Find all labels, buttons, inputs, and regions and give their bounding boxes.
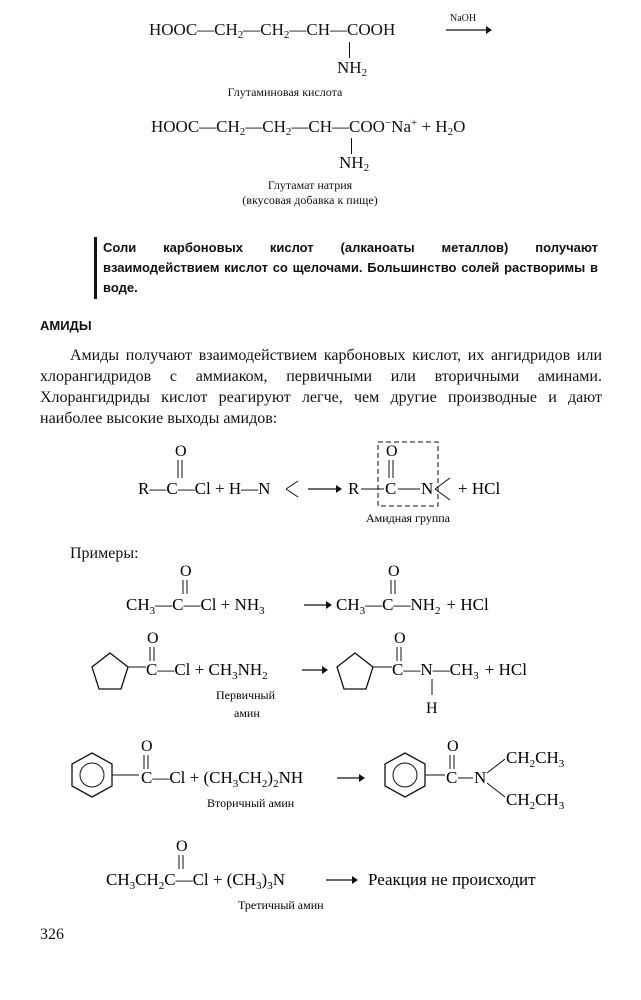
- subscript: 2: [239, 126, 246, 138]
- amide-group-caption: Амидная группа: [366, 511, 450, 525]
- cyclopentane-ring: [92, 653, 128, 689]
- highlight-bar: [94, 237, 97, 299]
- highlight-text: Соли карбоновых кислот (алканоаты металлов) получают взаимодействием кислот со щелочами. Большинство солей растворимы в воде.: [103, 240, 598, 295]
- product-r: R: [348, 479, 360, 498]
- subscript: 2: [447, 126, 454, 138]
- hooc-group: HOOC: [151, 117, 200, 136]
- example3-equation: [65, 735, 585, 815]
- subscript: 2: [363, 162, 370, 174]
- reaction1-product: $HOOC—CH_2—CH_2—CH—COO^-Na^+ + H_2O$: [151, 117, 466, 138]
- nh-label: NH: [337, 58, 362, 77]
- example4-equation: [100, 835, 570, 915]
- oxygen-label: O: [176, 838, 188, 855]
- h-label: H: [426, 700, 438, 717]
- ch2-group-a: CH: [216, 117, 240, 136]
- bond-vertical: [349, 42, 350, 58]
- general-reaction: [130, 438, 520, 528]
- ch2-group-a: CH: [214, 20, 238, 39]
- charge-minus: −: [384, 117, 392, 129]
- example2-rhs: $C—N—CH_3$ + HCl: [392, 660, 527, 682]
- no-reaction-label: Реакция не происходит: [368, 870, 536, 889]
- reagent-label: NaOH: [450, 13, 477, 24]
- carboxylate-group: COO: [349, 117, 385, 136]
- water-label: + H: [417, 117, 448, 136]
- cooh-group: COOH: [347, 20, 396, 39]
- secondary-amine-caption: Вторичный амин: [207, 796, 295, 810]
- ch-group: CH: [306, 20, 331, 39]
- ch2-group-b: CH: [260, 20, 284, 39]
- oxygen-label: O: [141, 738, 153, 755]
- hooc-group: HOOC: [149, 20, 198, 39]
- examples-label: Примеры:: [70, 545, 139, 562]
- product-oxygen: O: [386, 443, 398, 460]
- reaction1-reactant: $HOOC—CH_2—CH_2—CH—COOH$: [149, 20, 396, 41]
- charge-plus: +: [411, 117, 418, 129]
- product-n: N: [474, 768, 487, 787]
- oxygen-label: O: [388, 563, 400, 580]
- benzene-ring: [72, 753, 112, 797]
- amino-group: [339, 153, 369, 173]
- caption-msg-line1: Глутамат натрия: [267, 178, 353, 192]
- product-c: C: [446, 768, 458, 787]
- oxygen-label: O: [175, 443, 187, 460]
- subscript: 2: [285, 126, 292, 138]
- primary-amine-caption-2: амин: [234, 706, 260, 720]
- benzene-ring: [385, 753, 425, 797]
- subscript: 2: [237, 29, 244, 41]
- water-o: O: [453, 117, 466, 136]
- benzene-circle: [393, 763, 417, 787]
- ethyl-top: $CH_2CH_3$: [506, 748, 565, 770]
- ethyl-bottom: $CH_2CH_3$: [506, 790, 565, 812]
- oxygen-label: O: [394, 630, 406, 647]
- subscript: 2: [361, 67, 368, 79]
- tail-hcl: + HCl: [458, 479, 501, 498]
- product-n: N: [421, 479, 434, 498]
- sodium-label: Na: [391, 117, 411, 136]
- caption-glutamic-acid: Глутаминовая кислота: [227, 85, 343, 99]
- reaction-arrow: [446, 24, 492, 36]
- primary-amine-caption-1: Первичный: [216, 688, 276, 702]
- reactant-formula: R—C—Cl + H—N: [138, 479, 271, 498]
- example1-lhs: $CH_3—C—Cl + NH_3$: [126, 595, 265, 617]
- example3-lhs: C—Cl + $(CH_3CH_2)_2NH$: [141, 768, 304, 790]
- intro-paragraph: Амиды получают взаимодействием карбоновых кислот, их ангидридов или хлорангидридов с аммиаком, первичными или вторичными аминами. Хлорангидриды кислот реагируют легче, чем другие производные и дают наиболее высокие выходы амидов:: [40, 347, 602, 427]
- page-number: 326: [40, 926, 64, 943]
- product-c: C: [385, 479, 397, 498]
- example1-rhs: $CH_3—C—NH_2$ + HCl: [336, 595, 489, 617]
- ch-group: CH: [308, 117, 333, 136]
- example4-lhs: $CH_3CH_2C—Cl + (CH_3)_3N$: [106, 870, 285, 892]
- benzene-circle: [80, 763, 104, 787]
- oxygen-label: O: [180, 563, 192, 580]
- ch2-group-b: CH: [262, 117, 286, 136]
- oxygen-label: O: [147, 630, 159, 647]
- oxygen-label: O: [447, 738, 459, 755]
- cyclopentane-ring: [337, 653, 373, 689]
- nh-label: NH: [339, 153, 364, 172]
- example1-equation: [120, 560, 520, 620]
- example2-lhs: C—Cl + $CH_3NH_2$: [146, 660, 268, 682]
- tertiary-amine-caption: Третичный амин: [238, 898, 324, 912]
- bond-vertical: [351, 138, 352, 154]
- caption-msg-line2: (вкусовая добавка к пище): [242, 193, 378, 207]
- section-title: АМИДЫ: [40, 318, 92, 333]
- subscript: 2: [283, 29, 290, 41]
- example2-equation: [80, 625, 560, 725]
- amino-group: [337, 58, 367, 78]
